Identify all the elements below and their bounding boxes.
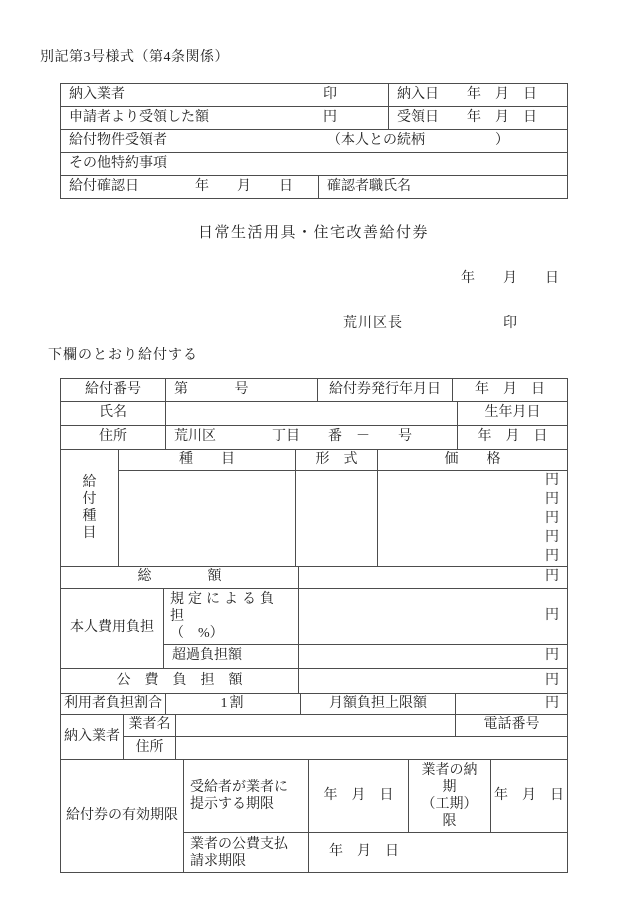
confirm-row bbox=[61, 176, 568, 199]
public-burden-value: 円 bbox=[299, 669, 568, 694]
supplier-section-label: 納入業者 bbox=[61, 715, 124, 760]
rule-burden-cell bbox=[164, 589, 299, 645]
term-deadline-cell bbox=[409, 760, 491, 833]
term-deadline-date: 年 月 日 bbox=[491, 760, 568, 833]
grant-validity-table bbox=[60, 759, 568, 873]
public-burden-label: 公 費 負 担 額 bbox=[61, 669, 299, 694]
type-entry-cell bbox=[296, 471, 378, 567]
page-title: 日常生活用具・住宅改善給付券 bbox=[197, 225, 429, 241]
confirmer-cell: 確認者職氏名 bbox=[319, 176, 568, 199]
self-burden-label: 本人費用負担 bbox=[61, 589, 164, 669]
grant-number-cell bbox=[166, 379, 318, 402]
items-header-row bbox=[61, 450, 568, 471]
name-value-cell bbox=[166, 402, 458, 426]
excess-burden-value: 円 bbox=[299, 645, 568, 669]
issue-date-value: 年 月 日 bbox=[453, 379, 568, 402]
yen-unit: 円 bbox=[545, 473, 559, 488]
items-section-label bbox=[61, 450, 119, 567]
yen-unit: 円 bbox=[545, 530, 559, 545]
phone-label: 電話番号 bbox=[456, 715, 568, 737]
birth-label: 生年月日 bbox=[458, 402, 568, 426]
rule-burden-line2: （ %） bbox=[170, 626, 224, 641]
price-column-header: 価 格 bbox=[378, 450, 568, 471]
mayor-seal: 印 bbox=[503, 316, 517, 331]
recipient-cell bbox=[61, 130, 568, 153]
present-deadline-line1: 受給者が業者に bbox=[190, 780, 288, 795]
recipient-label: 給付物件受領者 bbox=[69, 132, 167, 148]
total-value: 円 bbox=[299, 567, 568, 589]
claim-deadline-cell bbox=[184, 833, 309, 873]
public-burden-row bbox=[61, 669, 568, 694]
amount-label: 申請者より受領した額 bbox=[69, 109, 209, 125]
yen-unit: 円 bbox=[545, 549, 559, 564]
issue-date-text: 年 月 日 bbox=[461, 271, 559, 286]
address-row bbox=[61, 426, 568, 450]
supplier-address-row bbox=[61, 737, 568, 760]
amount-yen: 円 bbox=[323, 109, 337, 125]
type-column-header: 形 式 bbox=[296, 450, 378, 471]
supplier-name-label: 業者名 bbox=[124, 715, 176, 737]
supplier-cell-content bbox=[69, 86, 380, 104]
present-deadline-cell bbox=[184, 760, 309, 833]
amount-cell bbox=[61, 107, 389, 130]
amount-row bbox=[61, 107, 568, 130]
grant-identity-table bbox=[60, 378, 568, 450]
address-value: 荒川区 丁目 番 － 号 bbox=[166, 426, 458, 450]
user-ratio-row bbox=[61, 694, 568, 715]
recipient-cell-content bbox=[69, 132, 559, 150]
claim-deadline-date: 年 月 日 bbox=[309, 833, 568, 873]
grant-items-table bbox=[60, 449, 568, 694]
name-label: 氏名 bbox=[61, 402, 166, 426]
grant-number-label: 給付番号 bbox=[61, 379, 166, 402]
items-section-char: 付 bbox=[82, 492, 97, 507]
delivery-date-cell: 納入日 年 月 日 bbox=[389, 84, 568, 107]
rule-burden-value: 円 bbox=[299, 589, 568, 645]
items-body-row bbox=[61, 471, 568, 567]
name-row bbox=[61, 402, 568, 426]
receipt-table bbox=[60, 83, 568, 199]
confirm-date-cell: 給付確認日 年 月 日 bbox=[61, 176, 319, 199]
items-section-char: 種 bbox=[82, 509, 97, 524]
mayor-name: 荒川区長 bbox=[343, 316, 403, 331]
term-deadline-line1: 業者の納期 bbox=[421, 763, 478, 795]
term-deadline-line2: （工期）限 bbox=[421, 797, 478, 829]
items-section-char: 目 bbox=[82, 526, 97, 541]
supplier-cell bbox=[61, 84, 389, 107]
supplier-address-value bbox=[176, 737, 568, 760]
item-entry-cell bbox=[119, 471, 296, 567]
birth-value: 年 月 日 bbox=[458, 426, 568, 450]
issue-date-line bbox=[60, 267, 567, 287]
mayor-line bbox=[60, 312, 567, 332]
issue-date-label: 給付券発行年月日 bbox=[318, 379, 453, 402]
total-row bbox=[61, 567, 568, 589]
supplier-address-label: 住所 bbox=[124, 737, 176, 760]
special-terms-row bbox=[61, 153, 568, 176]
items-section-char: 給 bbox=[82, 475, 97, 490]
supplier-name-row bbox=[61, 715, 568, 737]
total-label: 総 額 bbox=[61, 567, 299, 589]
grant-number-prefix: 第 bbox=[174, 381, 188, 397]
address-label: 住所 bbox=[61, 426, 166, 450]
amount-cell-content bbox=[69, 109, 380, 127]
present-deadline-date: 年 月 日 bbox=[309, 760, 409, 833]
validity-section-label: 給付券の有効期限 bbox=[61, 760, 184, 873]
grant-supplier-table bbox=[60, 693, 568, 760]
receipt-date-cell: 受領日 年 月 日 bbox=[389, 107, 568, 130]
grant-number-suffix: 号 bbox=[234, 381, 249, 397]
seal-mark: 印 bbox=[323, 86, 337, 102]
supplier-row bbox=[61, 84, 568, 107]
yen-unit: 円 bbox=[545, 492, 559, 507]
grant-note: 下欄のとおり給付する bbox=[48, 348, 198, 363]
recipient-row bbox=[61, 130, 568, 153]
user-ratio-value: 1割 bbox=[166, 694, 301, 715]
claim-deadline-line1: 業者の公費支払 bbox=[190, 836, 288, 852]
excess-burden-label: 超過負担額 bbox=[164, 645, 299, 669]
monthly-cap-label: 月額負担上限額 bbox=[301, 694, 456, 715]
supplier-label: 納入業者 bbox=[69, 86, 125, 102]
rule-burden-line1: 規定による負担 bbox=[170, 592, 278, 624]
supplier-name-value bbox=[176, 715, 456, 737]
item-column-header: 種 目 bbox=[119, 450, 296, 471]
form-number-note: 別記第3号様式（第4条関係） bbox=[40, 50, 229, 65]
validity-present-row bbox=[61, 760, 568, 833]
self-burden-rule-row bbox=[61, 589, 568, 645]
claim-deadline-line2: 請求期限 bbox=[190, 853, 246, 869]
yen-unit: 円 bbox=[545, 511, 559, 526]
relation-text: （本人との続柄 ） bbox=[327, 132, 509, 148]
present-deadline-line2: 提示する期限 bbox=[190, 797, 274, 812]
special-terms-cell: その他特約事項 bbox=[61, 153, 568, 176]
price-entry-cell bbox=[378, 471, 568, 567]
user-ratio-label: 利用者負担割合 bbox=[61, 694, 166, 715]
grant-number-row bbox=[61, 379, 568, 402]
monthly-cap-value: 円 bbox=[456, 694, 568, 715]
